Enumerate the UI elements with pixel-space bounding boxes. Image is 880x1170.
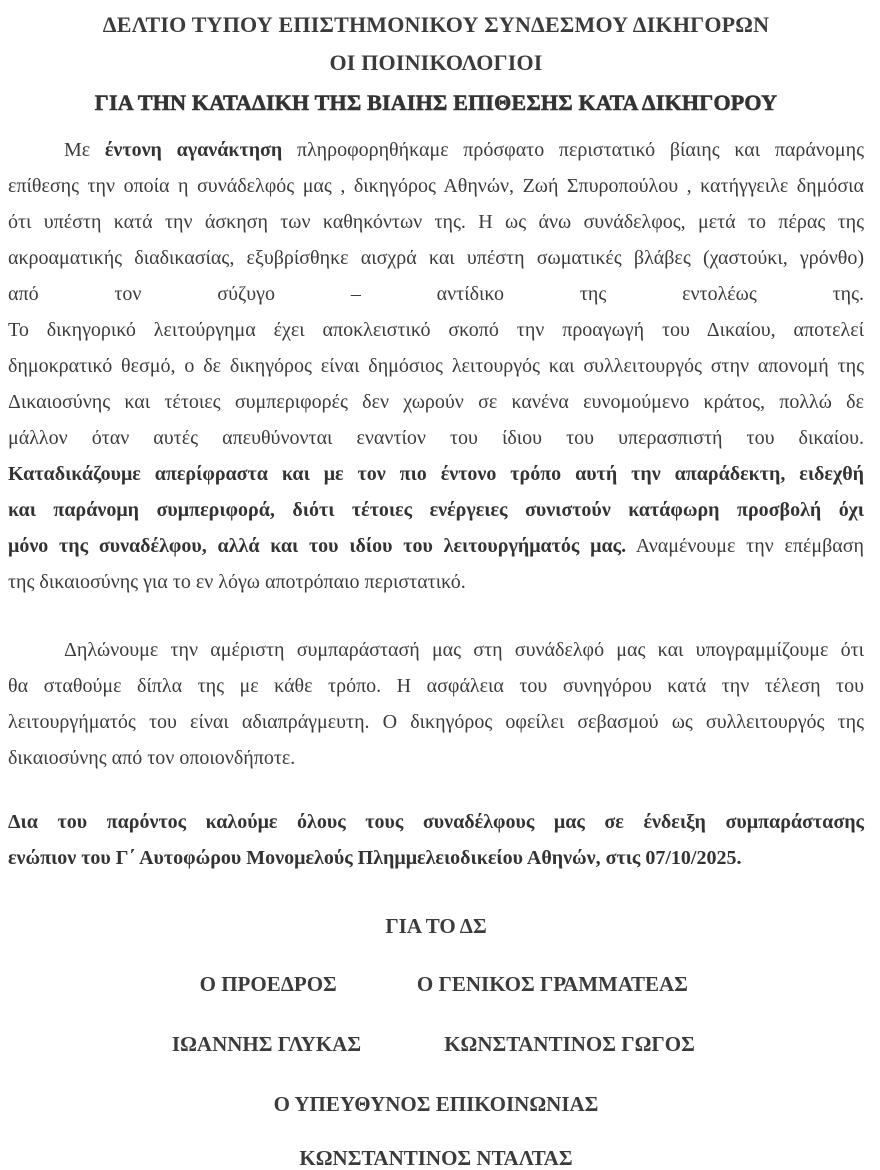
bold-text: Δια του παρόντος καλούμε όλους τους συναδέλφους μας σε ένδειξη συμπαράστασης <box>8 811 864 833</box>
secretary-role-label: Ο ΓΕΝΙΚΟΣ ΓΡΑΜΜΑΤΕΑΣ <box>416 972 688 996</box>
body-text: λειτουργήματός του είναι αδιαπράγμευτη. Ο δικηγόρος οφείλει σεβασμού ως συλλειτουργός της <box>8 711 864 733</box>
body-text: Το δικηγορικό λειτούργημα έχει αποκλειστικό σκοπό την προαγωγή του Δικαίου, αποτελεί <box>8 319 864 341</box>
text-line <box>8 384 864 420</box>
bold-text: και παράνομη συμπεριφορά, διότι τέτοιες ενέργειες συνιστούν κατάφωρη προσβολή όχι <box>8 499 864 521</box>
text-line <box>8 804 864 840</box>
secretary-name: ΚΩΝΣΤΑΝΤΙΝΟΣ ΓΩΓΟΣ <box>444 1032 695 1056</box>
bold-text: ενώπιον του Γ΄ Αυτοφώρου Μονομελούς Πλημμελειοδικείου Αθηνών, στις 07/10/2025. <box>8 847 742 869</box>
text-line <box>8 276 864 312</box>
body-text: Με <box>64 139 105 161</box>
text-line <box>8 132 864 168</box>
bold-text: έντονη αγανάκτηση <box>104 139 283 161</box>
text-line <box>8 420 864 456</box>
for-the-board-label: ΓΙΑ ΤΟ ΔΣ <box>385 914 487 938</box>
body-text: από τον σύζυγο – αντίδικο της εντολέως της. <box>8 283 864 305</box>
president-name: ΙΩΑΝΝΗΣ ΓΛΥΚΑΣ <box>171 1032 362 1056</box>
president-role-label: Ο ΠΡΟΕΔΡΟΣ <box>199 972 337 996</box>
body-text: δικαιοσύνης από τον οποιονδήποτε. <box>8 747 296 769</box>
body-text: μάλλον όταν αυτές απευθύνονται εναντίον του ίδιου του υπερασπιστή του δικαίου. <box>8 427 864 449</box>
text-line <box>8 564 864 600</box>
text-line <box>8 240 864 276</box>
communication-role-label: Ο ΥΠΕΥΘΥΝΟΣ ΕΠΙΚΟΙΝΩΝΙΑΣ <box>273 1092 599 1116</box>
body-text: ακροαματικής διαδικασίας, εξυβρίσθηκε αισχρά και υπέστη σωματικές βλάβες (χαστούκι, γρόνθο) <box>8 247 864 269</box>
text-line <box>8 528 864 564</box>
body-text: θα σταθούμε δίπλα της με κάθε τρόπο. Η ασφάλεια του συνηγόρου κατά την τέλεση του <box>8 675 864 697</box>
text-line <box>8 632 864 668</box>
text-line <box>8 740 864 776</box>
signature-roles-row <box>8 972 864 996</box>
body-text: Αναμένουμε την επέμβαση <box>626 535 864 557</box>
body-text: πληροφορηθήκαμε πρόσφατο περιστατικό βίαιης και παράνομης <box>282 139 864 161</box>
signature-names-row <box>8 1032 864 1056</box>
bold-text: μόνο της συναδέλφου, αλλά και του ιδίου του λειτουργήματός μας. <box>8 535 627 557</box>
body-text: Δικαιοσύνης και τέτοιες συμπεριφορές δεν χωρούν σε κανένα ευνομούμενο κράτος, πολλώ δε <box>8 391 864 413</box>
body-text: Δηλώνουμε την αμέριστη συμπαράστασή μας στη συνάδελφό μας και υπογραμμίζουμε ότι <box>64 639 864 661</box>
text-line <box>8 168 864 204</box>
bold-text: Καταδικάζουμε απερίφραστα και με τον πιο έντονο τρόπο αυτή την απαράδεκτη, ειδεχθή <box>8 463 864 485</box>
body-text: της δικαιοσύνης για το εν λόγω αποτρόπαιο περιστατικό. <box>8 571 466 593</box>
communication-name: ΚΩΝΣΤΑΝΤΙΝΟΣ ΝΤΑΛΤΑΣ <box>299 1146 573 1170</box>
text-line <box>8 668 864 704</box>
body-text: δημοκρατικό θεσμό, ο δε δικηγόρος είναι δημόσιος λειτουργός και συλλειτουργός στην απονομή της <box>8 355 864 377</box>
text-line <box>8 456 864 492</box>
paragraph-call-to-action <box>8 804 864 876</box>
text-line <box>8 704 864 740</box>
body-text: ότι υπέστη κατά την άσκηση των καθηκόντων της. Η ως άνω συνάδελφος, μετά το πέρας της <box>8 211 864 233</box>
organization-name: ΟΙ ΠΟΙΝΙΚΟΛΟΓΙΟΙ <box>329 50 543 75</box>
document-title: ΔΕΛΤΙΟ ΤΥΠΟΥ ΕΠΙΣΤΗΜΟΝΙΚΟΥ ΣΥΝΔΕΣΜΟΥ ΔΙΚΗΓΟΡΩΝ <box>102 12 770 37</box>
text-line <box>8 840 864 876</box>
text-line <box>8 312 864 348</box>
paragraph-condemnation <box>8 132 864 600</box>
document-subject: ΓΙΑ ΤΗΝ ΚΑΤΑΔΙΚΗ ΤΗΣ ΒΙΑΙΗΣ ΕΠΙΘΕΣΗΣ ΚΑΤΑ ΔΙΚΗΓΟΡΟΥ <box>94 90 778 115</box>
text-line <box>8 348 864 384</box>
document-body <box>8 132 864 876</box>
text-line <box>8 492 864 528</box>
text-line <box>8 204 864 240</box>
paragraph-support <box>8 632 864 776</box>
body-text: επίθεσης την οποία η συνάδελφός μας , δικηγόρος Αθηνών, Ζωή Σπυροπούλου , κατήγγειλε δημόσια <box>8 175 864 197</box>
